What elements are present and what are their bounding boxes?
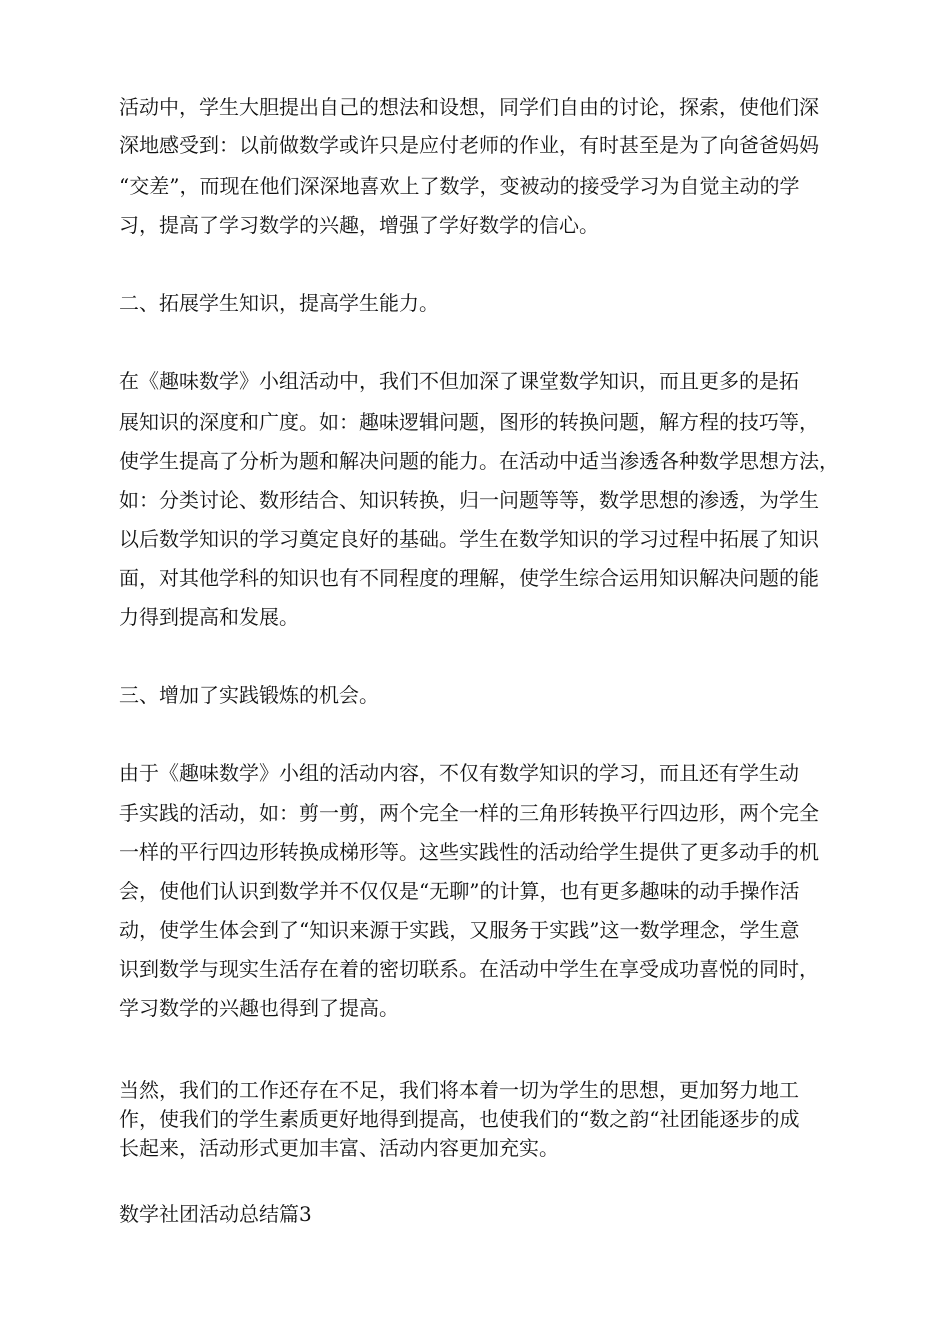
text-line: 作，使我们的学生素质更好地得到提高，也使我们的“数之韵“社团能逐步的成 xyxy=(119,1107,800,1131)
text-line: 活动中，学生大胆提出自己的想法和设想，同学们自由的讨论，探索，使他们深 xyxy=(119,95,819,119)
text-line: 一样的平行四边形转换成梯形等。这些实践性的活动给学生提供了更多动手的机 xyxy=(119,840,819,864)
text-line: 由于《趣味数学》小组的活动内容，不仅有数学知识的学习，而且还有学生动 xyxy=(119,761,799,785)
text-line: 学习数学的兴趣也得到了提高。 xyxy=(119,996,399,1020)
text-line: “交差”，而现在他们深深地喜欢上了数学，变被动的接受学习为自觉主动的学 xyxy=(119,174,800,198)
text-line: 使学生提高了分析为题和解决问题的能力。在活动中适当渗透各种数学思想方法， xyxy=(119,449,839,473)
section-heading-2: 二、拓展学生知识，提高学生能力。 xyxy=(119,291,439,315)
text-line: 力得到提高和发展。 xyxy=(119,605,299,629)
text-line: 面，对其他学科的知识也有不同程度的理解，使学生综合运用知识解决问题的能 xyxy=(119,566,819,590)
text-line: 会，使他们认识到数学并不仅仅是“无聊”的计算，也有更多趣味的动手操作活 xyxy=(119,879,800,903)
section-title: 数学社团活动总结篇3 xyxy=(119,1202,312,1226)
text-line: 当然，我们的工作还存在不足，我们将本着一切为学生的思想，更加努力地工 xyxy=(119,1078,799,1102)
text-line: 手实践的活动，如：剪一剪，两个完全一样的三角形转换平行四边形，两个完全 xyxy=(119,801,819,825)
text-line: 以后数学知识的学习奠定良好的基础。学生在数学知识的学习过程中拓展了知识 xyxy=(119,527,819,551)
text-line: 习，提高了学习数学的兴趣，增强了学好数学的信心。 xyxy=(119,213,599,237)
text-line: 深地感受到：以前做数学或许只是应付老师的作业，有时甚至是为了向爸爸妈妈 xyxy=(119,133,819,157)
text-line: 在《趣味数学》小组活动中，我们不但加深了课堂数学知识，而且更多的是拓 xyxy=(119,369,799,393)
text-line: 长起来，活动形式更加丰富、活动内容更加充实。 xyxy=(119,1136,559,1160)
text-line: 识到数学与现实生活存在着的密切联系。在活动中学生在享受成功喜悦的同时， xyxy=(119,957,819,981)
text-line: 如：分类讨论、数形结合、知识转换，归一问题等等，数学思想的渗透，为学生 xyxy=(119,488,819,512)
text-line: 动，使学生体会到了“知识来源于实践，又服务于实践”这一数学理念，学生意 xyxy=(119,918,800,942)
text-line: 展知识的深度和广度。如：趣味逻辑问题，图形的转换问题，解方程的技巧等， xyxy=(119,410,819,434)
section-heading-3: 三、增加了实践锻炼的机会。 xyxy=(119,683,379,707)
